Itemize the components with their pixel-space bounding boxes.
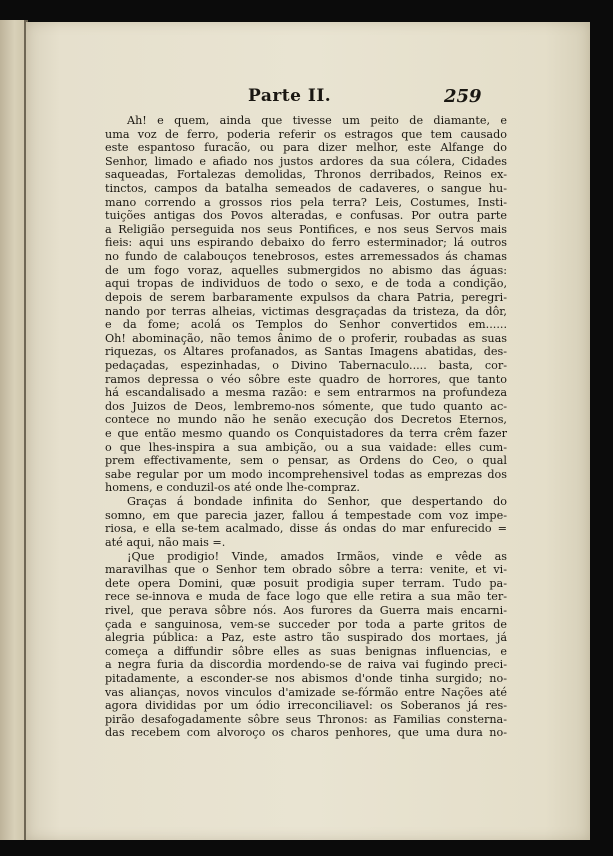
page-header	[26, 86, 590, 110]
facing-page-edge	[0, 20, 25, 840]
text-line: maravilhas que o Senhor tem obrado sôbre a terra: venite, et vi-	[105, 563, 507, 577]
paragraph	[83, 550, 507, 741]
text-line: Senhor, limado e afiado nos justos ardores da sua cólera, Cidades	[105, 154, 507, 168]
text-line: mano correndo a grossos rios pela terra? Leis, Costumes, Insti-	[105, 195, 507, 209]
text-line: tinctos, campos da batalha semeados de cadaveres, o sangue hu-	[105, 182, 507, 196]
text-line: tuições antigas dos Povos alteradas, e confusas. Por outra parte	[105, 209, 507, 223]
text-line: Ah! e quem, ainda que tivesse um peito de diamante, e	[127, 114, 507, 127]
paragraph	[83, 114, 507, 495]
text-line: Graças á bondade infinita do Senhor, que despertando do	[127, 495, 507, 509]
text-line: homens, e conduzil-os até onde lhe-compraz.	[105, 481, 360, 495]
text-line: e que então mesmo quando os Conquistadores da terra crêm fazer	[105, 427, 507, 441]
book-page	[26, 22, 590, 840]
text-line: saqueadas, Fortalezas demolidas, Thronos derribados, Reinos ex-	[105, 168, 507, 182]
text-line: pitadamente, a esconder-se nos abismos d'onde tinha surgido; no-	[105, 671, 507, 685]
text-line: sabe regular por um modo incomprehensivel todas as emprezas dos	[105, 467, 507, 481]
text-line: das recebem com alvoroço os charos penhores, que uma dura no-	[105, 726, 507, 740]
text-line: e da fome; acolá os Templos do Senhor convertidos em......	[105, 318, 507, 332]
text-line: começa a diffundir sôbre elles as suas benignas influencias, e	[105, 644, 507, 658]
text-line: rivel, que perava sôbre nós. Aos furores da Guerra mais encarni-	[105, 603, 507, 617]
text-line: este espantoso furacão, ou para dizer melhor, este Alfange do	[105, 141, 507, 155]
text-line: dos Juizos de Deos, lembremo-nos sómente, que tudo quanto ac-	[105, 399, 507, 413]
text-line: vas alianças, novos vinculos d'amizade se-fórmão entre Nações até	[105, 685, 507, 699]
text-line: ramos depressa o véo sôbre este quadro de horrores, que tanto	[105, 372, 507, 386]
text-line: de um fogo voraz, aquelles submergidos no abismo das águas:	[105, 263, 507, 277]
text-line: riquezas, os Altares profanados, as Santas Imagens abatidas, des-	[105, 345, 507, 359]
text-line: aqui tropas de individuos de todo o sexo, e de toda a condição,	[105, 277, 507, 291]
body-text	[83, 114, 507, 740]
text-line: alegria pública: a Paz, este astro tão suspirado dos mortaes, já	[105, 631, 507, 645]
text-line: çada e sanguinosa, vem-se succeder por toda a parte gritos de	[105, 617, 507, 631]
text-line: agora divididas por um ódio irreconciliavel: os Soberanos já res-	[105, 699, 507, 713]
text-line: nando por terras alheias, victimas desgraçadas da tristeza, da dôr,	[105, 304, 507, 318]
text-line: riosa, e ella se-tem acalmado, disse ás ondas do mar enfurecido =	[105, 522, 507, 536]
text-line: depois de serem barbaramente expulsos da chara Patria, peregri-	[105, 290, 507, 304]
text-line: a negra furia da discordia mordendo-se de raiva vai fugindo preci-	[105, 658, 507, 672]
text-line: a Religião perseguida nos seus Pontifices, e nos seus Servos mais	[105, 222, 507, 236]
text-line: rece se-innova e muda de face logo que elle retira a sua mão ter-	[105, 590, 507, 604]
paragraph	[83, 495, 507, 549]
text-line: o que lhes-inspira a sua ambição, ou a sua vaidade: elles cum-	[105, 440, 507, 454]
text-line: ¡Que prodigio! Vinde, amados Irmãos, vinde e vêde as	[127, 549, 507, 563]
text-line: somno, em que parecia jazer, fallou á tempestade com voz impe-	[105, 508, 507, 522]
text-line: pirão desafogadamente sôbre seus Thronos: as Familias consterna-	[105, 712, 507, 726]
running-head: Parte II.	[248, 86, 332, 106]
text-line: Oh! abominação, não temos ânimo de o proferir, roubadas as suas	[105, 331, 507, 345]
text-line: dete opera Domini, quæ posuit prodigia super terram. Tudo pa-	[105, 576, 507, 590]
page-number: 259	[444, 86, 482, 107]
text-line: no fundo de calabouços tenebrosos, estes arremessados ás chamas	[105, 250, 507, 264]
text-line: contece no mundo não he senão execução dos Decretos Eternos,	[105, 413, 507, 427]
text-line: fieis: aqui uns espirando debaixo do ferro esterminador; lá outros	[105, 236, 507, 250]
text-line: pedaçadas, espezinhadas, o Divino Tabernaculo..... basta, cor-	[105, 358, 507, 372]
text-line: há escandalisado a mesma razão: e sem entrarmos na profundeza	[105, 386, 507, 400]
text-line: até aqui, não mais =.	[105, 535, 226, 549]
text-line: uma voz de ferro, poderia referir os estragos que tem causado	[105, 127, 507, 141]
text-line: prem effectivamente, sem o pensar, as Ordens do Ceo, o qual	[105, 454, 507, 468]
